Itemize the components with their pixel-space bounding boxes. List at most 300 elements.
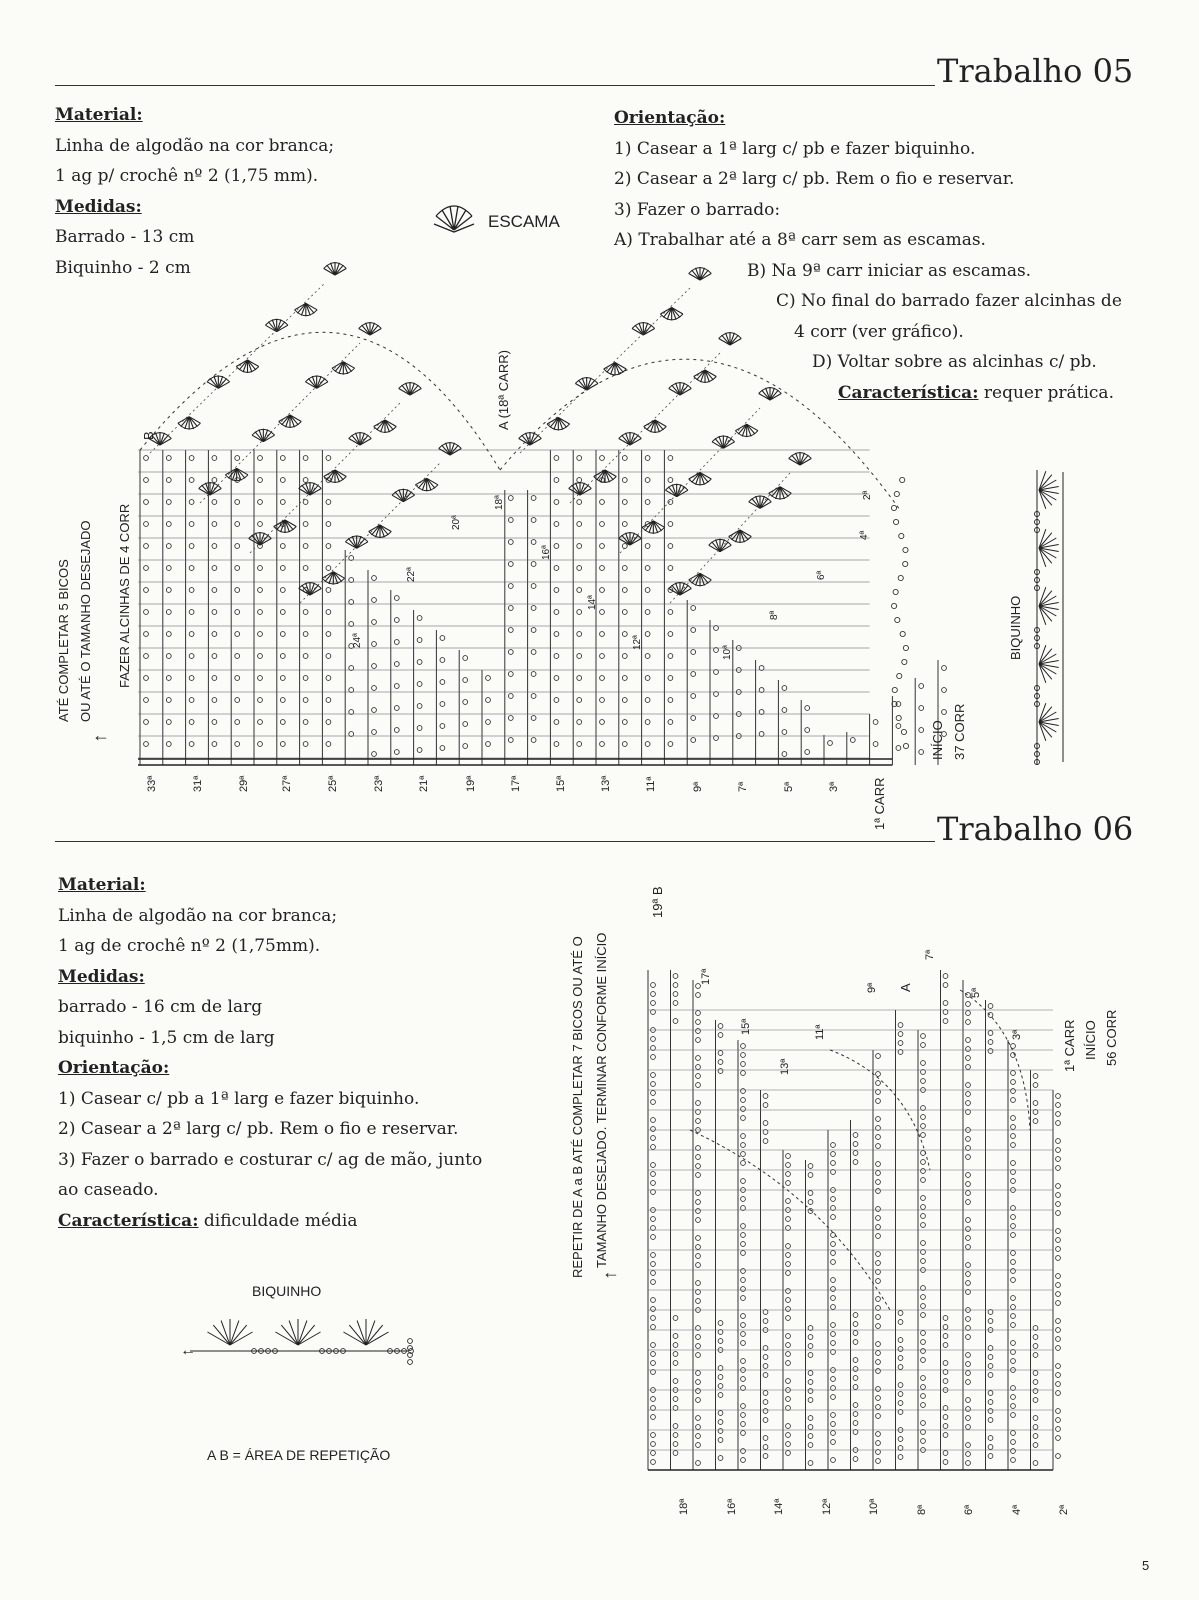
chain-stitch [853, 1457, 858, 1462]
chain-stitch [696, 1065, 701, 1070]
chain-stitch [898, 1320, 903, 1325]
medidas-line: Barrado - 13 cm [55, 227, 195, 247]
chain-stitch [144, 500, 149, 505]
chain-stitch [876, 1162, 881, 1167]
chain-stitch [417, 660, 422, 665]
chain-stitch [166, 720, 171, 725]
chain-stitch [280, 566, 285, 571]
chain-stitch [808, 1209, 813, 1214]
alcinha-loop [894, 491, 899, 496]
chain-stitch [763, 1454, 768, 1459]
chain-stitch [258, 654, 263, 659]
chain-stitch [577, 632, 582, 637]
chain-stitch [651, 1271, 656, 1276]
row-label: 23ª [373, 775, 385, 792]
chain-stitch [1033, 1461, 1038, 1466]
chain-stitch [691, 672, 696, 677]
chain-stitch [876, 1360, 881, 1365]
upper-row-label: 17ª [700, 968, 712, 985]
chain-stitch [966, 1101, 971, 1106]
escama-stitch [332, 362, 355, 375]
chain-stitch [1011, 1449, 1016, 1454]
row-label: 14ª [773, 1498, 785, 1515]
chain-stitch [966, 1047, 971, 1052]
caracteristica-heading: Característica: [58, 1210, 199, 1231]
chain-stitch [1033, 1083, 1038, 1088]
chain-stitch [808, 1416, 813, 1421]
chain-stitch [554, 676, 559, 681]
material-heading: Material: [55, 105, 143, 125]
chain-stitch [966, 1011, 971, 1016]
chain-stitch [486, 742, 491, 747]
chain-stitch [508, 672, 513, 677]
chain-stitch [1011, 1143, 1016, 1148]
chain-stitch [718, 1420, 723, 1425]
chain-stitch [577, 654, 582, 659]
chain-stitch [966, 1371, 971, 1376]
chain-stitch [759, 666, 764, 671]
chain-stitch [235, 676, 240, 681]
chain-stitch [876, 1450, 881, 1455]
chain-stitch [326, 654, 331, 659]
chain-stitch [1056, 1418, 1061, 1423]
chain-stitch [921, 1250, 926, 1255]
chain-stitch [1011, 1386, 1016, 1391]
chain-stitch [280, 588, 285, 593]
chain-stitch [326, 742, 331, 747]
chain-stitch [600, 456, 605, 461]
chain-stitch [1033, 1425, 1038, 1430]
chain-stitch [763, 1373, 768, 1378]
chain-stitch [554, 588, 559, 593]
chain-stitch [763, 1418, 768, 1423]
chain-stitch [831, 1431, 836, 1436]
chain-stitch [763, 1346, 768, 1351]
chain-stitch [651, 1145, 656, 1150]
chain-stitch [741, 1143, 746, 1148]
chain-stitch [921, 1403, 926, 1408]
chain-stitch [1056, 1283, 1061, 1288]
chain-stitch [759, 688, 764, 693]
escama-stitch [439, 442, 462, 455]
chain-stitch [696, 1209, 701, 1214]
chain-stitch [718, 1060, 723, 1065]
chain-stitch [673, 1019, 678, 1024]
chain-stitch [876, 1252, 881, 1257]
chain-stitch [326, 698, 331, 703]
chain-stitch [741, 1134, 746, 1139]
chain-stitch [645, 544, 650, 549]
chain-stitch [1056, 1328, 1061, 1333]
chain-stitch [876, 1090, 881, 1095]
chain-stitch [554, 654, 559, 659]
chain-stitch [349, 600, 354, 605]
chain-stitch [1056, 1166, 1061, 1171]
chain-stitch [718, 1375, 723, 1380]
chain-stitch [696, 1074, 701, 1079]
chain-stitch [1011, 1458, 1016, 1463]
chain-stitch [966, 1416, 971, 1421]
chain-stitch [921, 1313, 926, 1318]
chain-stitch [303, 632, 308, 637]
chain-stitch [1056, 1202, 1061, 1207]
chain-stitch [531, 672, 536, 677]
chain-stitch [554, 610, 559, 615]
chain-stitch [850, 738, 855, 743]
chain-stitch [673, 1406, 678, 1411]
chain-stitch [943, 1010, 948, 1015]
chain-stitch [1011, 1359, 1016, 1364]
chain-stitch [696, 1353, 701, 1358]
chain-stitch [921, 1160, 926, 1165]
escama-stitch [759, 387, 782, 400]
chain-stitch [919, 706, 924, 711]
alcinha-loop [903, 645, 908, 650]
chain-stitch [988, 1418, 993, 1423]
chain-stitch [349, 622, 354, 627]
chain-stitch [1011, 1179, 1016, 1184]
chain-stitch [645, 698, 650, 703]
chain-stitch [235, 632, 240, 637]
chain-stitch [1011, 1314, 1016, 1319]
chain-stitch [531, 496, 536, 501]
chain-stitch [651, 1451, 656, 1456]
row-label: 33ª [146, 775, 158, 792]
chain-stitch [786, 1379, 791, 1384]
chain-stitch [741, 1179, 746, 1184]
chain-stitch [691, 628, 696, 633]
chain-stitch [1056, 1256, 1061, 1261]
chain-stitch [622, 742, 627, 747]
alcinha-loop [897, 673, 902, 678]
chain-stitch [831, 1440, 836, 1445]
chain-stitch [786, 1424, 791, 1429]
row-label: 10ª [868, 1498, 880, 1515]
chain-stitch [943, 1316, 948, 1321]
chain-stitch [577, 566, 582, 571]
biquinho-vertical-05 [1025, 465, 1085, 775]
chain-stitch [741, 1359, 746, 1364]
chain-stitch [786, 1199, 791, 1204]
chain-stitch [741, 1377, 746, 1382]
chain-stitch [463, 700, 468, 705]
chain-stitch [943, 1343, 948, 1348]
chain-stitch [554, 632, 559, 637]
chain-stitch [782, 708, 787, 713]
chain-stitch [651, 1037, 656, 1042]
chain-stitch [651, 1298, 656, 1303]
chart05-label-a: A (18ª CARR) [496, 350, 511, 430]
chain-stitch [831, 1395, 836, 1400]
chain-stitch [921, 1034, 926, 1039]
chain-stitch [966, 1281, 971, 1286]
chain-stitch [600, 522, 605, 527]
chain-stitch [988, 1445, 993, 1450]
chain-stitch [921, 1295, 926, 1300]
row-label: 6ª [963, 1504, 975, 1515]
chain-stitch [876, 1126, 881, 1131]
chain-stitch [966, 1362, 971, 1367]
chain-stitch [651, 1361, 656, 1366]
chain-stitch [326, 632, 331, 637]
chain-stitch [786, 1397, 791, 1402]
chain-stitch [921, 1124, 926, 1129]
chain-stitch [718, 1330, 723, 1335]
chain-stitch [966, 1443, 971, 1448]
chain-stitch [651, 1091, 656, 1096]
chain-stitch [696, 1164, 701, 1169]
chain-stitch [189, 456, 194, 461]
chain-stitch [696, 1290, 701, 1295]
chain-stitch [696, 1083, 701, 1088]
chain-stitch [645, 566, 650, 571]
chain-stitch [651, 1253, 656, 1258]
chain-stitch [741, 1062, 746, 1067]
chain-stitch [718, 1456, 723, 1461]
chain-stitch [988, 1031, 993, 1036]
chain-stitch [144, 566, 149, 571]
orientacao-line: 2) Casear a 2ª larg c/ pb. Rem o fio e reservar. [58, 1119, 459, 1139]
chain-stitch [741, 1053, 746, 1058]
chain-stitch [212, 632, 217, 637]
chain-stitch [763, 1436, 768, 1441]
chain-stitch [166, 456, 171, 461]
chain-stitch [508, 540, 513, 545]
chain-stitch [673, 1361, 678, 1366]
chain-stitch [786, 1163, 791, 1168]
chart06-label-carr: 1ª CARR [1062, 1019, 1077, 1072]
chain-stitch [531, 606, 536, 611]
material-heading: Material: [58, 875, 146, 895]
chain-stitch [942, 666, 947, 671]
chain-stitch [144, 720, 149, 725]
chain-stitch [741, 1413, 746, 1418]
alcinha-loop [900, 477, 905, 482]
chain-stitch [577, 544, 582, 549]
chain-stitch [805, 706, 810, 711]
chain-stitch [942, 688, 947, 693]
medidas-line: biquinho - 1,5 cm de larg [58, 1027, 275, 1048]
chain-stitch [440, 702, 445, 707]
chain-stitch [741, 1044, 746, 1049]
chain-stitch [235, 544, 240, 549]
chain-stitch [622, 456, 627, 461]
chain-stitch [876, 1432, 881, 1437]
chain-stitch [943, 1019, 948, 1024]
chain-stitch [876, 1306, 881, 1311]
chain-stitch [696, 1380, 701, 1385]
chain-stitch [372, 686, 377, 691]
chain-stitch [417, 682, 422, 687]
chain-stitch [921, 1070, 926, 1075]
chain-stitch [673, 1352, 678, 1357]
chain-stitch [394, 728, 399, 733]
chain-stitch [1056, 1211, 1061, 1216]
chain-stitch [1011, 1413, 1016, 1418]
chain-stitch [577, 522, 582, 527]
chain-stitch [714, 626, 719, 631]
chain-stitch [696, 1011, 701, 1016]
chain-stitch [988, 1310, 993, 1315]
alcinha-loop [893, 589, 898, 594]
chain-stitch [741, 1323, 746, 1328]
chain-stitch [349, 710, 354, 715]
chain-stitch [463, 744, 468, 749]
chain-stitch [235, 698, 240, 703]
chain-stitch [1056, 1319, 1061, 1324]
chain-stitch [326, 720, 331, 725]
escama-stitch [324, 262, 347, 275]
chain-stitch [1033, 1434, 1038, 1439]
chain-stitch [763, 1121, 768, 1126]
chain-stitch [1033, 1398, 1038, 1403]
escama-stitch [789, 452, 812, 465]
chain-stitch [166, 566, 171, 571]
chain-stitch [651, 1226, 656, 1231]
inner-row-label: 4ª [859, 530, 870, 540]
alcinha-loop [893, 519, 898, 524]
title-rule-05 [55, 85, 935, 86]
chain-stitch [966, 1083, 971, 1088]
row-label: 2ª [1058, 1504, 1070, 1515]
chain-stitch [668, 654, 673, 659]
chain-stitch [808, 1443, 813, 1448]
orientacao-heading: Orientação: [614, 108, 726, 128]
row-label: 7ª [737, 781, 749, 792]
chain-stitch [853, 1376, 858, 1381]
chain-stitch [966, 1065, 971, 1070]
chain-stitch [966, 1020, 971, 1025]
chain-stitch [898, 1023, 903, 1028]
chain-stitch [673, 1001, 678, 1006]
chain-stitch [280, 478, 285, 483]
chain-stitch [966, 1227, 971, 1232]
chain-stitch [988, 1436, 993, 1441]
chain-stitch [166, 742, 171, 747]
chain-stitch [763, 1400, 768, 1405]
left-arrow-icon: ← [180, 1342, 196, 1359]
chain-stitch [786, 1217, 791, 1222]
chain-stitch [741, 1152, 746, 1157]
escama-stitch [252, 429, 275, 442]
alcinha-loop [895, 617, 900, 622]
chain-stitch [1011, 1350, 1016, 1355]
chain-stitch [876, 1369, 881, 1374]
chain-stitch [600, 698, 605, 703]
chain-stitch [921, 1043, 926, 1048]
escama-stitch [689, 267, 712, 280]
chain-stitch [258, 456, 263, 461]
chain-stitch [303, 544, 308, 549]
chain-stitch [531, 584, 536, 589]
chain-stitch [673, 974, 678, 979]
biquinho-fan [343, 1319, 388, 1345]
alcinha-loop [896, 715, 901, 720]
chart05-label-inicio: INÍCIO [930, 720, 945, 760]
chain-stitch [189, 720, 194, 725]
chain-stitch [673, 992, 678, 997]
chain-stitch [326, 566, 331, 571]
alcinha-loop [891, 505, 896, 510]
escama-stitch [632, 322, 655, 335]
chain-stitch [808, 1344, 813, 1349]
chain-stitch [508, 650, 513, 655]
escama-stitch [415, 478, 438, 491]
chain-stitch [1011, 1341, 1016, 1346]
escama-stitch [644, 420, 667, 433]
chain-stitch [554, 566, 559, 571]
chain-stitch [763, 1130, 768, 1135]
chain-stitch [714, 670, 719, 675]
chain-stitch [673, 1451, 678, 1456]
chain-stitch [600, 610, 605, 615]
chain-stitch [831, 1413, 836, 1418]
chain-stitch [741, 1197, 746, 1202]
chain-stitch [831, 1170, 836, 1175]
chain-stitch [741, 1296, 746, 1301]
crochet-chart-06 [630, 930, 1090, 1480]
chart06-label-repeat-1: REPETIR DE A a B ATÉ COMPLETAR 7 BICOS OU ATÉ O [570, 936, 585, 1278]
inner-row-label: 20ª [451, 515, 462, 530]
chain-stitch [691, 694, 696, 699]
chain-stitch [853, 1313, 858, 1318]
chain-stitch [651, 1082, 656, 1087]
chain-stitch [394, 684, 399, 689]
chain-stitch [696, 1110, 701, 1115]
upper-row-label: 5ª [970, 987, 982, 998]
chain-stitch [1011, 1278, 1016, 1283]
chain-stitch [645, 500, 650, 505]
crochet-chart-05 [100, 250, 1100, 780]
chain-stitch [718, 1429, 723, 1434]
chain-stitch [212, 566, 217, 571]
chain-stitch [718, 1339, 723, 1344]
orientacao-line: A) Trabalhar até a 8ª carr sem as escamas. [614, 230, 986, 250]
chain-stitch [853, 1358, 858, 1363]
chain-stitch [919, 728, 924, 733]
chain-stitch [212, 720, 217, 725]
chart06-label-repeat-2: TAMANHO DESEJADO. TERMINAR CONFORME INÍCIO [594, 932, 609, 1268]
chain-stitch [1056, 1436, 1061, 1441]
chain-stitch [805, 750, 810, 755]
chain-stitch [876, 1297, 881, 1302]
chain-stitch [508, 606, 513, 611]
caracteristica-value: requer prática. [983, 382, 1114, 403]
chain-stitch [696, 1029, 701, 1034]
chain-stitch [763, 1139, 768, 1144]
chain-stitch [831, 1350, 836, 1355]
chain-stitch [144, 676, 149, 681]
chain-stitch [921, 1223, 926, 1228]
chain-stitch [988, 1004, 993, 1009]
chain-stitch [554, 544, 559, 549]
chain-stitch [696, 1443, 701, 1448]
escama-stitch [575, 377, 598, 390]
chain-stitch [1011, 1125, 1016, 1130]
chain-stitch [741, 1287, 746, 1292]
chain-stitch [876, 1261, 881, 1266]
chain-stitch [873, 742, 878, 747]
chain-stitch [144, 698, 149, 703]
orientacao-line: B) Na 9ª carr iniciar as escamas. [747, 260, 1032, 281]
chain-stitch [741, 1233, 746, 1238]
chain-stitch [921, 1421, 926, 1426]
upper-row-label: 9ª [866, 982, 878, 993]
chain-stitch [651, 1397, 656, 1402]
row-label: 17ª [510, 775, 522, 792]
chain-stitch [714, 692, 719, 697]
chain-stitch [280, 720, 285, 725]
